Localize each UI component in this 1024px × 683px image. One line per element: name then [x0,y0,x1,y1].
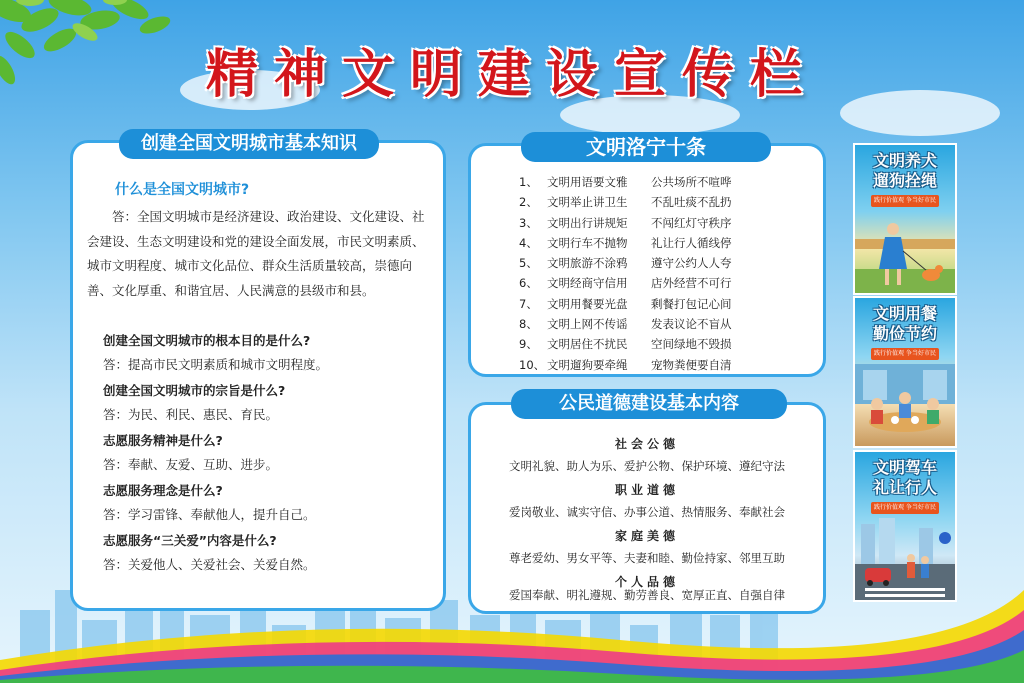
knowledge-header: 创建全国文明城市基本知识 [119,129,379,159]
rule-text: 空间绿地不毁损 [651,337,732,352]
section-text: 爱国奉献、明礼遵规、勤劳善良、宽厚正直、自强自律 [509,588,785,602]
list-item [519,253,732,273]
rule-text: 文明居住不扰民 [547,337,628,352]
rule-number: 4、 [519,235,538,250]
rule-number: 1、 [519,175,538,189]
poster-subtitle: 践行价值观 争当好市民 [871,195,939,207]
dog-walking-icon [855,211,955,293]
rule-text: 文明上网不传谣 [547,317,628,332]
section-text: 文明礼貌、助人为乐、爱护公物、保护环境、遵纪守法 [509,459,785,473]
section-title: 家庭美德 [614,529,679,543]
civilization-knowledge-panel [70,133,446,611]
poster-title: 文明养犬 遛狗拴绳 [872,151,937,190]
section-text: 爱岗敬业、诚实守信、办事公道、热情服务、奉献社会 [509,505,785,519]
rule-number: 9、 [519,337,538,352]
question: 创建全国文明城市的宗旨是什么? [103,383,286,398]
poster-frugal-dining [853,296,957,448]
poster-title: 文明用餐 勤俭节约 [872,304,937,343]
list-item [519,294,732,314]
family-dining-icon [855,364,955,446]
rule-number: 5、 [519,256,538,271]
rule-text: 礼让行人循线停 [651,235,732,250]
section-title: 个人品德 [614,575,679,589]
rule-text: 发表议论不盲从 [651,317,732,332]
poster-title: 文明驾车 礼让行人 [872,458,937,497]
list-item [519,233,732,253]
rule-text: 文明遛狗要牵绳 [547,357,628,372]
poster-subtitle: 践行价值观 争当好市民 [871,348,939,360]
section-text: 尊老爱幼、男女平等、夫妻和睦、勤俭持家、邻里互助 [509,551,785,565]
rule-number: 8、 [519,317,538,332]
rule-text: 文明出行讲规矩 [547,215,628,230]
rule-text: 文明用餐要光盘 [547,296,628,311]
answer: 答：关爱他人、关爱社会、关爱自然。 [103,557,316,572]
list-item [519,314,732,334]
question: 志愿服务理念是什么? [103,483,223,498]
poster-subtitle: 践行价值观 争当好市民 [871,502,939,514]
main-question: 什么是全国文明城市? [115,182,250,198]
rule-text: 不乱吐痰不乱扔 [651,195,732,210]
board-title: 精神文明建设宣传栏 [205,44,818,105]
poster-courteous-driving [853,450,957,602]
question: 志愿服务精神是什么? [103,433,223,448]
list-item [519,192,732,212]
list-item [519,355,732,375]
ten-rules-header: 文明洛宁十条 [521,132,771,162]
rule-text: 文明用语要文雅 [547,175,628,189]
list-item [519,213,732,233]
rule-text: 剩餐打包记心间 [651,296,732,311]
section-title: 社会公德 [614,437,679,451]
answer: 答：提高市民文明素质和城市文明程度。 [103,357,329,372]
poster-dog-walking [853,143,957,295]
rule-number: 7、 [519,296,538,311]
list-item [519,273,732,293]
rule-text: 不闯红灯守秩序 [651,215,732,230]
list-item [519,334,732,354]
rule-text: 遵守公约人人夸 [651,256,732,271]
rule-number: 2、 [519,195,538,210]
rule-text: 文明行车不抛物 [547,235,628,250]
rule-text: 店外经营不可行 [651,276,732,291]
main-answer: 答：全国文明城市是经济建设、政治建设、文化建设、社会建设、生态文明建设和党的建设全面发展，市民文明素质、城市文明程度、城市文化品位、群众生活质量较高，崇德向善、文化厚重、和谐宜居、人民满意的县级市和县。 [87,209,425,298]
ten-rules-list [519,172,732,375]
rule-number: 6、 [519,276,538,291]
crosswalk-icon [855,518,955,600]
rule-text: 文明举止讲卫生 [547,195,628,210]
question: 志愿服务“三关爱”内容是什么? [103,533,277,548]
ten-rules-panel [468,135,826,377]
rule-text: 宠物粪便要自清 [651,357,732,372]
morality-header: 公民道德建设基本内容 [511,389,787,419]
rule-text: 文明经商守信用 [547,276,628,291]
rule-number: 3、 [519,215,538,230]
answer: 答：奉献、友爱、互助、进步。 [103,457,279,472]
section-title: 职业道德 [614,483,679,497]
answer: 答：学习雷锋、奉献他人，提升自己。 [103,507,316,522]
rule-text: 公共场所不喧哗 [651,175,732,189]
morality-panel [468,393,826,614]
list-item [519,172,732,192]
answer: 答：为民、利民、惠民、育民。 [103,407,279,422]
question: 创建全国文明城市的根本目的是什么? [103,333,311,348]
rule-number: 10、 [519,357,546,372]
rule-text: 文明旅游不涂鸦 [547,256,628,271]
